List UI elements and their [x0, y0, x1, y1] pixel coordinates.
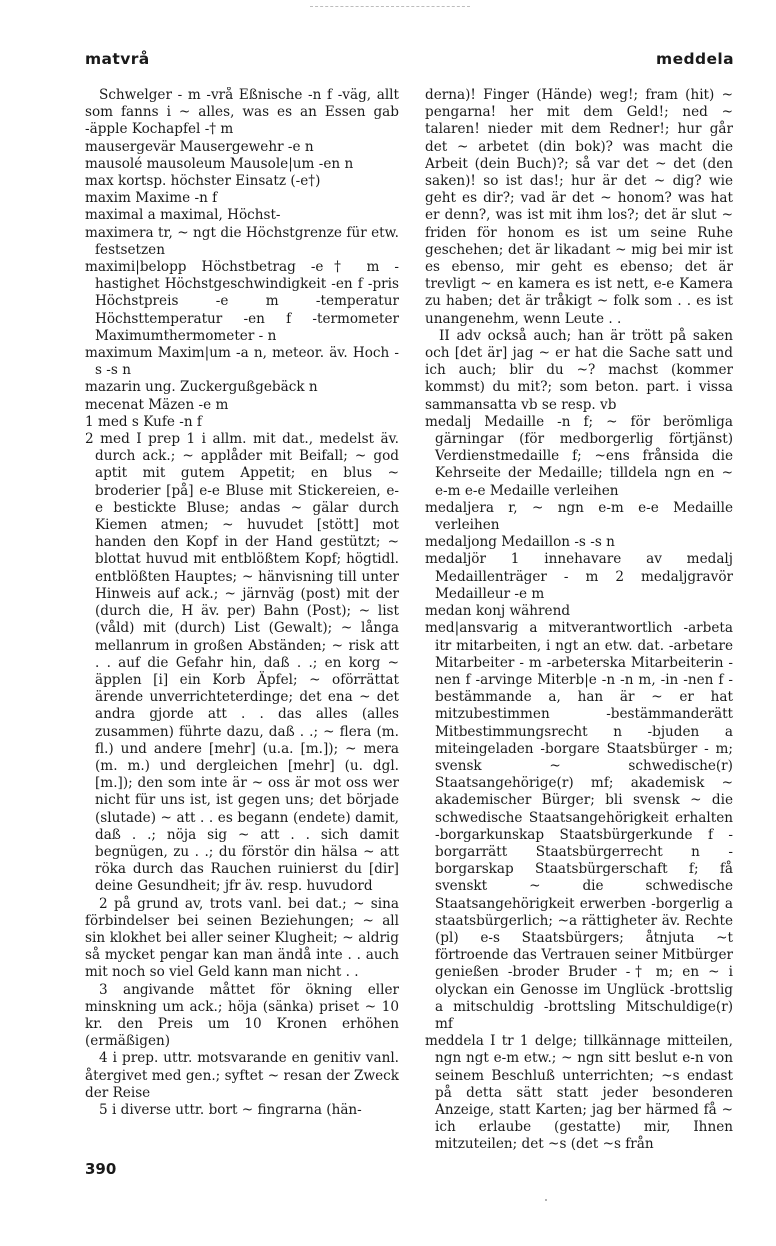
- dictionary-entry: medaljera r, ~ ngn e-m e-e Medaille verleihen: [425, 499, 733, 534]
- dictionary-entry: maximal a maximal, Höchst-: [85, 207, 281, 224]
- dictionary-sense: 4 i prep. uttr. motsvarande en genitiv vanl. återgivet med gen.; syftet ~ resan der Zweck der Reise: [85, 1050, 399, 1101]
- dictionary-entry-continued: derna)! Finger (Hände) weg!; fram (hit) ~ pengarna! her mit dem Geld!; ned ~ talaren! nieder mit dem Redner!; hur går det ~ arbetet (din bok)? was macht die Arbeit (dein Buch)?; så var det ~ det (den saken)! so ist das!; hur är det ~ dig? wie geht es dir?; vad är det ~ honom? was hat er denn?, was ist mit ihm los?; det är slut ~ friden för honom es ist um seine Ruhe geschehen; det är likadant ~ mig bei mir ist es ebenso, mir geht es ebenso; det är trevligt ~ en kamera es ist nett, e-e Kamera zu haben; det är tråkigt ~ folk som . . es ist unangenehm, wenn Leute . .: [425, 87, 733, 327]
- dictionary-sense: 3 angivande måttet för ökning eller minskning um ack.; höja (sänka) priset ~ 10 kr. den Preis um 10 Kronen erhöhen (ermäßigen): [85, 981, 399, 1050]
- dictionary-entry: med|ansvarig a mitverantwortlich -arbeta itr mitarbeiten, i ngt an etw. dat. -arbetare Mitarbeiter - m -arbeterska Mitarbeiterin -nen f -arvinge Miterb|e -n -n m, -in -nen f -bestämmande a, han är ~ er hat mitzubestimmen -bestämmanderätt Mitbestimmungsrecht n -bjuden a miteingeladen -borgare Staatsbürger - m; svensk ~ schwedische(r) Staatsangehörige(r) mf; akademisk ~ akademischer Bürger; bli svensk ~ die schwedische Staatsangehörigkeit erhalten -borgarkunskap Staatsbürgerkunde f -borgarrätt Staatsbürgerrecht n -borgarskap Staatsbürgerschaft f; få svenskt ~ die schwedische Staatsangehörigkeit erwerben -borgerlig a staatsbürgerlich; ~a rättigheter äv. Rechte (pl) e-s Staatsbürgers; åtnjuta ~t förtroende das Vertrauen seiner Mitbürger genießen -broder Bruder -† m; en ~ i olyckan ein Genosse im Unglück -brottslig a mitschuldig -brottsling Mitschuldige(r) mf: [425, 620, 733, 1032]
- dictionary-entry: 1 med s Kufe -n f: [85, 413, 202, 430]
- dictionary-entry: Schwelger - m -vrå Eßnische -n f -väg, allt som fanns i ~ alles, was es an Essen gab -äpple Kochapfel -† m: [85, 87, 399, 138]
- dictionary-entry: mecenat Mäzen -e m: [85, 396, 229, 413]
- left-guide-word: matvrå: [85, 50, 150, 68]
- dictionary-entry: maximum Maxim|um -a n, meteor. äv. Hoch -s -s n: [85, 345, 399, 379]
- dictionary-entry: medaljong Medaillon -s -s n: [425, 534, 615, 551]
- dictionary-entry: max kortsp. höchster Einsatz (-e†): [85, 173, 321, 190]
- dictionary-sense: 2 på grund av, trots vanl. bei dat.; ~ sina förbindelser bei seinen Beziehungen; ~ all sin klokhet bei aller seiner Klugheit; ~ aldrig så mycket pengar kan man ändå inte . . auch mit noch so viel Geld kann man nicht . .: [85, 895, 399, 981]
- dictionary-entry: maxim Maxime -n f: [85, 190, 218, 207]
- page-number: 390: [85, 1160, 117, 1178]
- dictionary-entry: meddela I tr 1 delge; tillkännage mitteilen, ngn ngt e-m etw.; ~ ngn sitt beslut e-n von seinem Beschluß unterrichten; ~s endast på detta sätt statt jeder besonderen Anzeige, statt Karten; jag ber härmed få ~ ich erlaube (gestatte) mir, Ihnen mitzuteilen; det ~s (det ~s från: [425, 1033, 733, 1153]
- dictionary-entry: maximera tr, ~ ngt die Höchstgrenze für etw. festsetzen: [85, 224, 399, 258]
- right-guide-word: meddela: [656, 50, 734, 68]
- scan-speck: [545, 1199, 547, 1201]
- right-column: [425, 87, 733, 1197]
- dictionary-sense: II adv också auch; han är trött på saken och [det är] jag ~ er hat die Sache satt und ich auch; blir du ~? machst (kommer kommst) du mit?; som beton. part. i vissa sammansatta vb se resp. vb: [425, 327, 733, 413]
- dictionary-entry: medalj Medaille -n f; ~ för berömliga gärningar (för medborgerlig förtjänst) Verdienstmedaille f; ~ens frånsida die Kehrseite der Medaille; tilldela ngn en ~ e-m e-e Medaille verleihen: [425, 413, 733, 499]
- dictionary-entry: maximi|belopp Höchstbetrag -e† m -hastighet Höchstgeschwindigkeit -en f -pris Höchstpreis -e m -temperatur Höchsttemperatur -en f -termometer Maximumthermometer - n: [85, 259, 399, 344]
- dictionary-entry: mausolé mausoleum Mausole|um -en n: [85, 155, 354, 172]
- dictionary-entry: mausergevär Mausergewehr -e n: [85, 138, 314, 155]
- left-column: [85, 87, 399, 1197]
- dictionary-entry: mazarin ung. Zuckergußgebäck n: [85, 379, 318, 396]
- dictionary-entry: 2 med I prep 1 i allm. mit dat., medelst äv. durch ack.; ~ applåder mit Beifall; ~ god aptit mit gutem Appetit; en blus ~ broderier [på] e-e Bluse mit Stickereien, e-e bestickte Bluse; andas ~ gälar durch Kiemen atmen; ~ huvudet [stött] mot handen den Kopf in der Hand gestützt; ~ blottat huvud mit entblößtem Kopf; högtidl. entblößten Hauptes; ~ hänvisning till unter Hinweis auf ack.; ~ järnväg (post) mit der (durch die, H äv. per) Bahn (Post); ~ list (våld) mit (durch) List (Gewalt); ~ långa mellanrum in großen Abständen; ~ risk att . . auf die Gefahr hin, daß . .; en korg ~ äpplen [i] ein Korb Äpfel; ~ oförrättat ärende unverrichteterdinge; det ena ~ det andra gjorde att . . das alles (alles zusammen) führte dazu, daß . .; ~ flera (m. fl.) und andere [mehr] (u.a. [m.]); ~ mera (m. m.) und dergleichen [mehr] (u. dgl. [m.]); den som inte är ~ oss är mot oss wer nicht für uns ist, ist gegen uns; det började (slutade) ~ att . . es begann (endete) damit, daß . .; nöja sig ~ att . . sich damit begnügen, zu . .; du förstör din hälsa ~ att röka durch das Rauchen ruinierst du [dir] deine Gesundheit; jfr äv. resp. huvudord: [85, 431, 399, 895]
- dictionary-entry: medan konj während: [425, 603, 571, 620]
- dictionary-sense: 5 i diverse uttr. bort ~ fingrarna (hän-: [99, 1101, 362, 1118]
- dictionary-entry: medaljör 1 innehavare av medalj Medaillenträger - m 2 medaljgravör Medailleur -e m: [425, 551, 733, 602]
- scan-artifact-line: [310, 6, 470, 7]
